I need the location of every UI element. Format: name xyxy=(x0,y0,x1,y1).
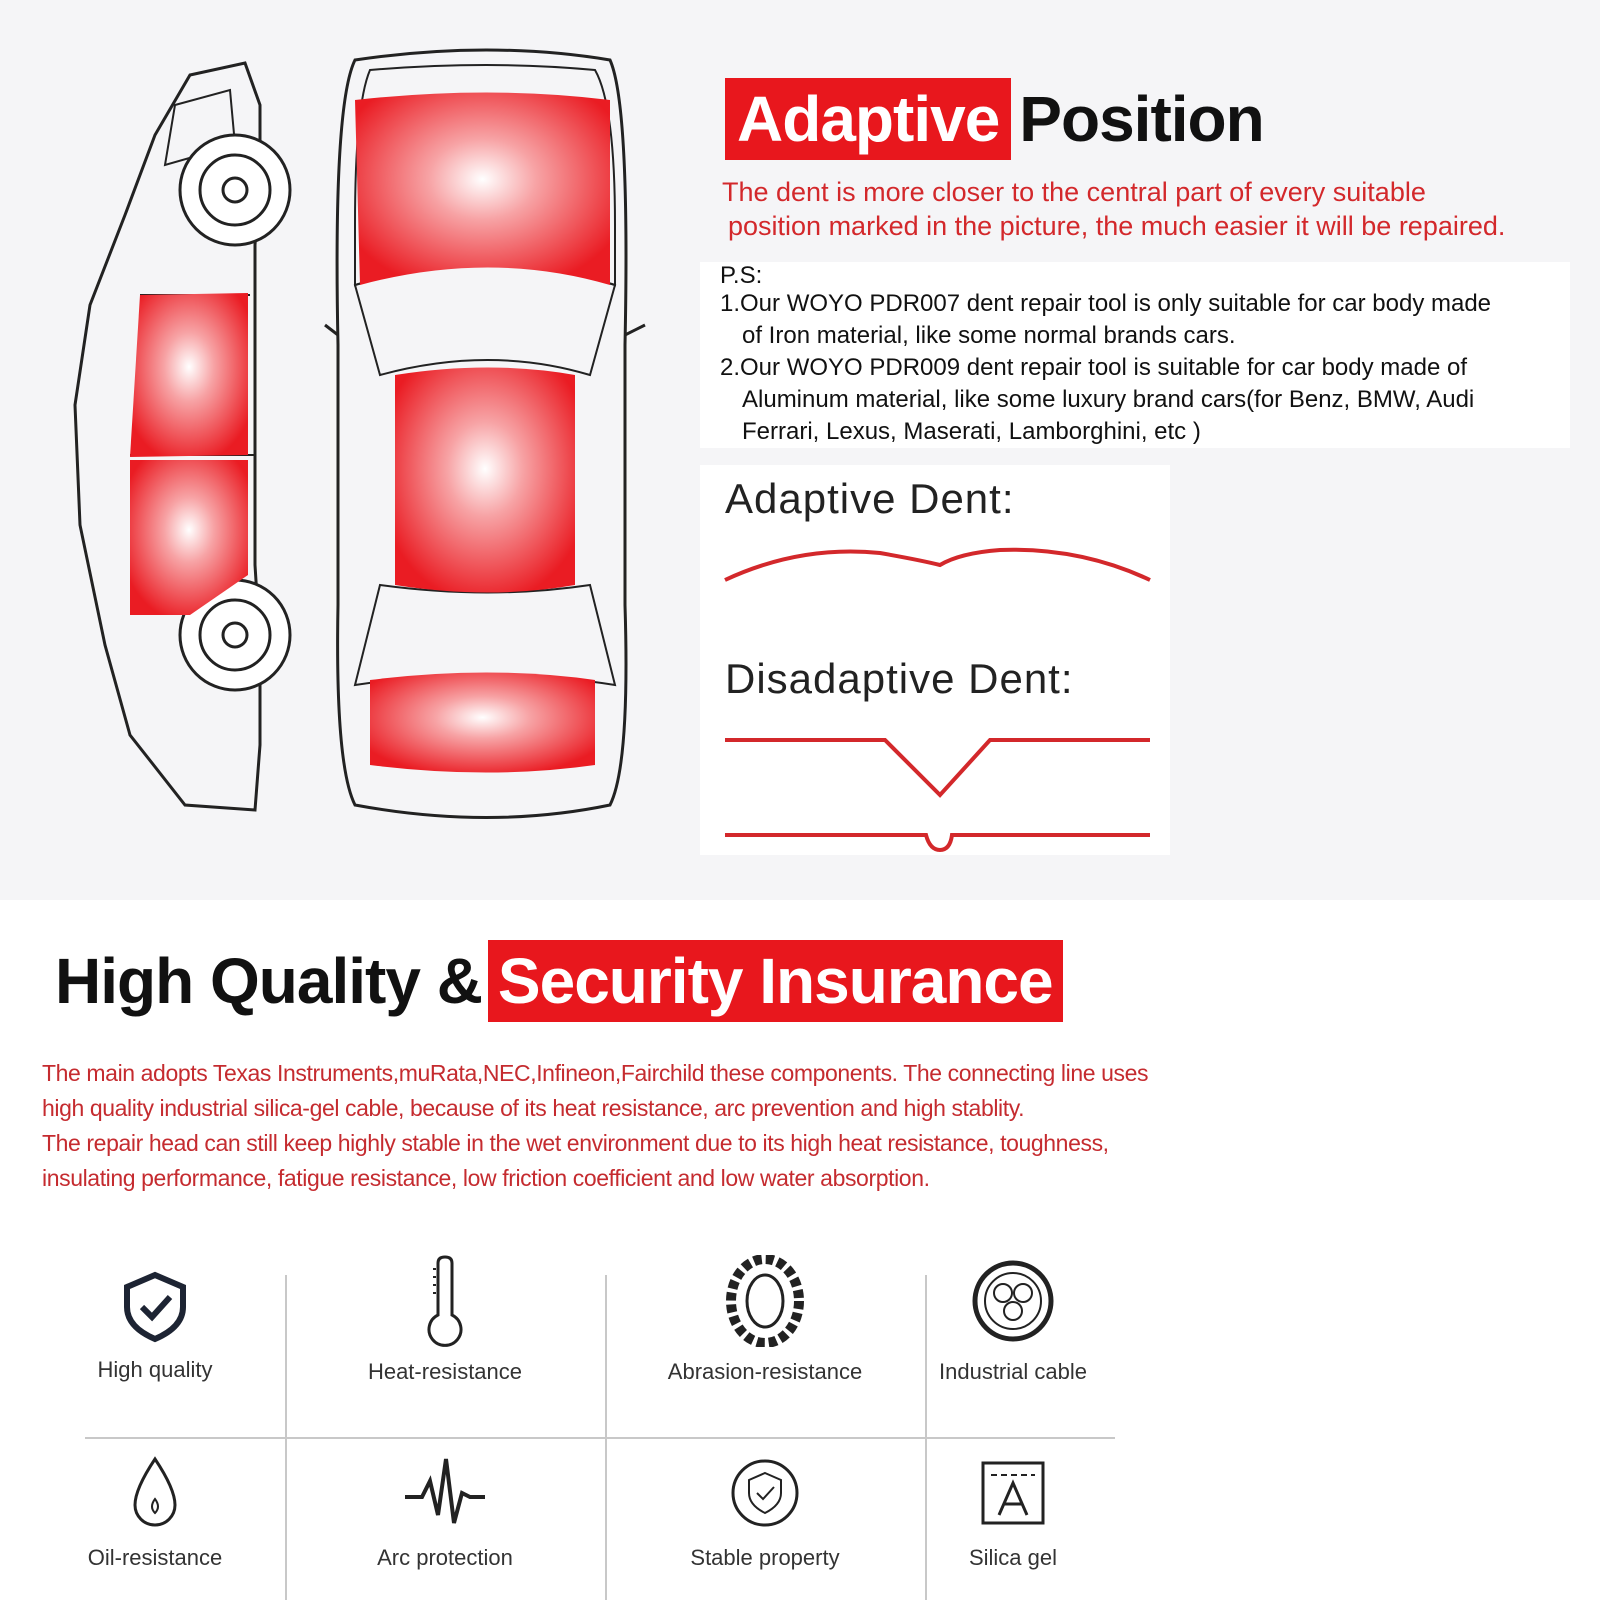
title-text: High Quality & xyxy=(55,945,482,1017)
feature-industrial-cable xyxy=(903,1255,1123,1385)
silica-gel-icon xyxy=(973,1453,1053,1533)
tire-icon xyxy=(721,1255,809,1347)
feature-label: Stable property xyxy=(690,1545,840,1570)
ps-notes xyxy=(700,262,1570,448)
ps-line: Ferrari, Lexus, Maserati, Lamborghini, etc ) xyxy=(742,418,1201,445)
feature-silica-gel xyxy=(903,1453,1123,1571)
description-line: The dent is more closer to the central part of every suitable xyxy=(722,177,1426,207)
feature-label: Arc protection xyxy=(377,1545,513,1570)
title-text: Position xyxy=(1019,83,1264,155)
description-line: position marked in the picture, the much easier it will be repaired. xyxy=(728,211,1506,241)
adaptive-position-description xyxy=(722,175,1552,243)
ps-line: 2.Our WOYO PDR009 dent repair tool is suitable for car body made of xyxy=(720,354,1468,381)
dent-comparison-panel xyxy=(700,465,1170,855)
disadaptive-dent-notch-line xyxy=(725,835,1150,850)
feature-label: Silica gel xyxy=(968,1545,1058,1570)
grid-divider xyxy=(85,1437,1115,1439)
ps-line: of Iron material, like some normal brands cars. xyxy=(742,322,1236,349)
feature-high-quality xyxy=(45,1265,265,1383)
feature-oil-resistance xyxy=(45,1453,265,1571)
feature-label: High quality xyxy=(97,1357,213,1382)
ps-line: Aluminum material, like some luxury brand cars(for Benz, BMW, Audi xyxy=(742,386,1475,413)
feature-label: Abrasion-resistance xyxy=(667,1359,863,1384)
badge-check-icon xyxy=(725,1453,805,1533)
car-diagram xyxy=(70,45,660,835)
cable-icon xyxy=(969,1255,1057,1347)
feature-arc-protection xyxy=(335,1453,555,1571)
ps-item-pdr009 xyxy=(720,352,1474,448)
quality-description xyxy=(42,1056,1202,1196)
adaptive-position-title xyxy=(725,78,1264,160)
feature-abrasion-resistance xyxy=(655,1255,875,1385)
title-highlight: Security Insurance xyxy=(488,940,1063,1022)
ps-title: P.S: xyxy=(720,262,763,289)
feature-stable-property xyxy=(655,1453,875,1571)
shield-check-icon xyxy=(115,1265,195,1345)
dent-zone-hood xyxy=(355,93,610,286)
disadaptive-dent-label: Disadaptive Dent: xyxy=(725,655,1074,702)
ps-line: 1.Our WOYO PDR007 dent repair tool is only suitable for car body made xyxy=(720,290,1492,317)
description-line: high quality industrial silica-gel cable, because of its heat resistance, arc prevention and high stablity. xyxy=(42,1095,1025,1121)
title-highlight: Adaptive xyxy=(725,78,1011,160)
feature-label: Heat-resistance xyxy=(367,1359,523,1384)
thermometer-icon xyxy=(405,1255,485,1347)
dent-zone-trunk xyxy=(370,673,595,773)
disadaptive-dent-v-curve xyxy=(725,740,1150,795)
description-line: The repair head can still keep highly stable in the wet environment due to its high heat resistance, toughness, xyxy=(42,1130,1109,1156)
pulse-icon xyxy=(400,1453,490,1533)
feature-grid xyxy=(85,1275,1115,1600)
droplet-icon xyxy=(115,1453,195,1533)
adaptive-dent-curve xyxy=(725,550,1150,580)
ps-item-pdr007 xyxy=(720,288,1491,352)
feature-heat-resistance xyxy=(335,1255,555,1385)
quality-title xyxy=(55,940,1063,1022)
adaptive-dent-label: Adaptive Dent: xyxy=(725,475,1015,522)
feature-label: Industrial cable xyxy=(939,1359,1087,1384)
description-line: The main adopts Texas Instruments,muRata,NEC,Infineon,Fairchild these components. The connecting line uses xyxy=(42,1060,1149,1086)
feature-label: Oil-resistance xyxy=(87,1545,223,1570)
dent-zone-side-front xyxy=(130,293,248,457)
description-line: insulating performance, fatigue resistance, low friction coefficient and low water absorption. xyxy=(42,1165,930,1191)
dent-profiles xyxy=(700,465,1170,855)
dent-zone-roof xyxy=(395,368,575,593)
